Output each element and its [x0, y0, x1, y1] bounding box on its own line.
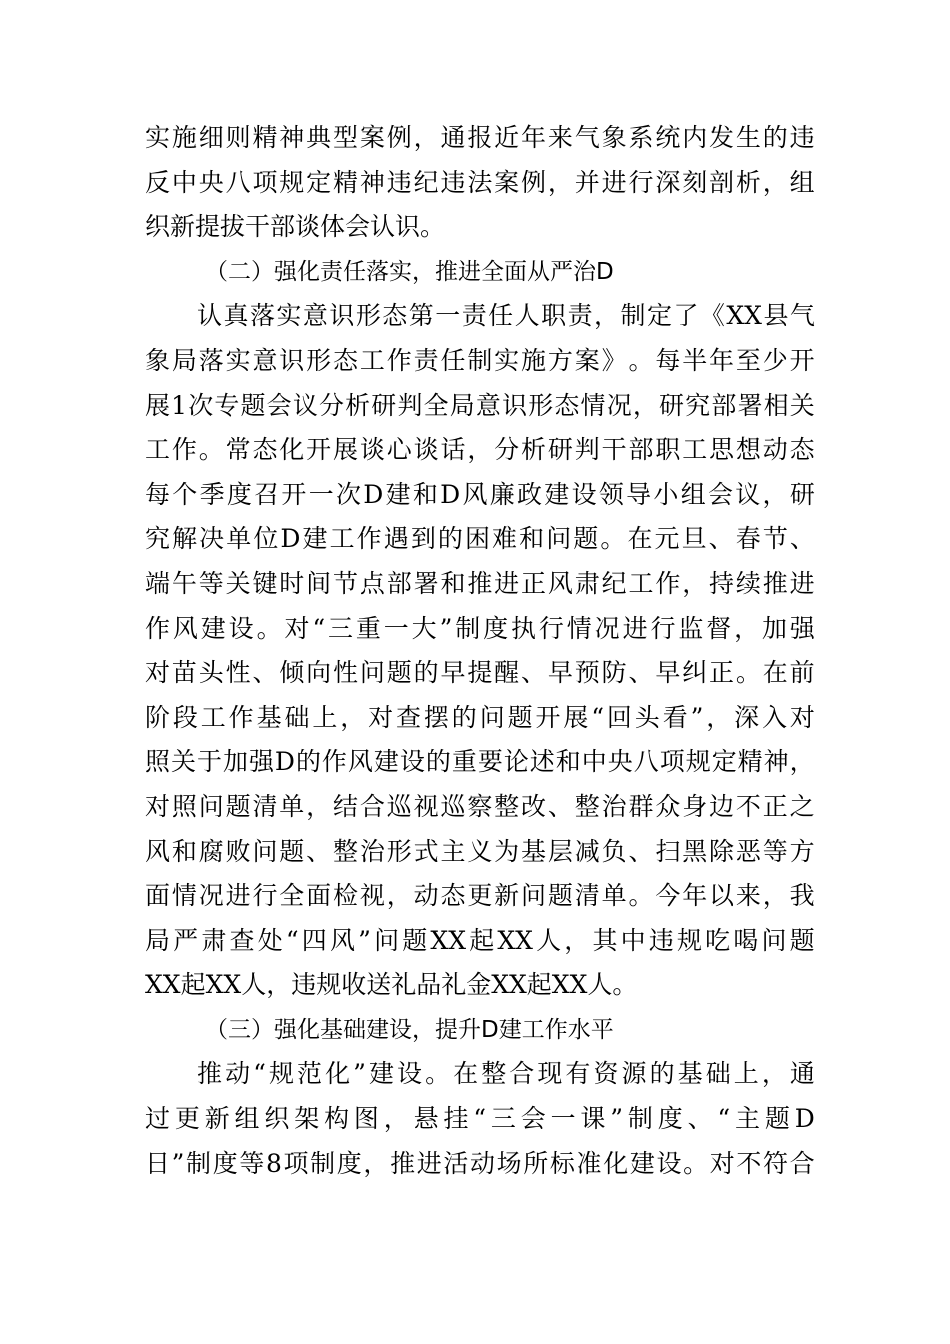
text-line: 面 情 况 进 行 全 面 检 视 ， 动 态 更 新 问 题 清 单 。 今 年 以 来 ， 我 — [145, 881, 815, 911]
text-line: 阶 段 工 作 基 础 上 ， 对 查 摆 的 问 题 开 展 “ 回 头 看 ” ， 深 入 对 — [145, 702, 815, 732]
text-line: 推 动 “ 规 范 化 ” 建 设 。 在 整 合 现 有 资 源 的 基 础 上 ， 通 — [197, 1059, 815, 1089]
text-line: 照 关 于 加 强 D 的 作 风 建 设 的 重 要 论 述 和 中 央 八 项 规 定 精 神 ， — [145, 747, 815, 777]
text-line: 风 和 腐 败 问 题 、 整 治 形 式 主 义 为 基 层 减 负 、 扫 黑 除 恶 等 方 — [145, 836, 815, 866]
text-line: XX起XX人，违规收送礼品礼金XX起XX人。 — [145, 970, 638, 1000]
text-line: 织新提拔干部谈体会认识。 — [145, 212, 446, 242]
text-line: 实 施 细 则 精 神 典 型 案 例 ， 通 报 近 年 来 气 象 系 统 内 发 生 的 违 — [145, 123, 815, 152]
text-line: 对 苗 头 性 、 倾 向 性 问 题 的 早 提 醒 、 早 预 防 、 早 纠 正 。 在 前 — [145, 658, 815, 688]
text-line: 工 作 。 常 态 化 开 展 谈 心 谈 话 ， 分 析 研 判 干 部 职 工 思 想 动 态 — [145, 435, 815, 465]
text-line: 象 局 落 实 意 识 形 态 工 作 责 任 制 实 施 方 案 》 。 每 半 年 至 少 开 — [145, 345, 815, 375]
text-line: 局 严 肃 查 处 “ 四 风 ” 问 题 XX 起 XX 人 ， 其 中 违 规 吃 喝 问 题 — [145, 925, 815, 955]
text-line: 日 ” 制 度 等 8 项 制 度 ， 推 进 活 动 场 所 标 准 化 建 设 。 对 不 符 合 — [145, 1148, 815, 1178]
text-line: 每 个 季 度 召 开 一 次 D 建 和 D 风 廉 政 建 设 领 导 小 组 会 议 ， 研 — [145, 479, 815, 509]
text-line: 作 风 建 设 。 对 “ 三 重 一 大 ” 制 度 执 行 情 况 进 行 监 督 ， 加 强 — [145, 613, 815, 643]
text-line: 反 中 央 八 项 规 定 精 神 违 纪 违 法 案 例 ， 并 进 行 深 刻 剖 析 ， 组 — [145, 167, 815, 197]
section-heading: （三）强化基础建设，提升D建工作水平 — [205, 1016, 614, 1043]
document-body — [145, 116, 815, 1186]
text-line: 端 午 等 关 键 时 间 节 点 部 署 和 推 进 正 风 肃 纪 工 作 ， 持 续 推 进 — [145, 568, 815, 598]
text-line: 展 1 次 专 题 会 议 分 析 研 判 全 局 意 识 形 态 情 况 ， 研 究 部 署 相 关 — [145, 390, 815, 420]
section-heading: （二）强化责任落实，推进全面从严治D — [205, 258, 614, 285]
text-line: 究 解 决 单 位 D 建 工 作 遇 到 的 困 难 和 问 题 。 在 元 旦 、 春 节 、 — [145, 524, 815, 554]
text-line: 过 更 新 组 织 架 构 图 ， 悬 挂 “ 三 会 一 课 ” 制 度 、 “ 主 题 D — [145, 1104, 815, 1134]
text-line: 对 照 问 题 清 单 ， 结 合 巡 视 巡 察 整 改 、 整 治 群 众 身 边 不 正 之 — [145, 791, 815, 821]
text-line: 认 真 落 实 意 识 形 态 第 一 责 任 人 职 责 ， 制 定 了 《 XX 县 气 — [197, 301, 815, 331]
